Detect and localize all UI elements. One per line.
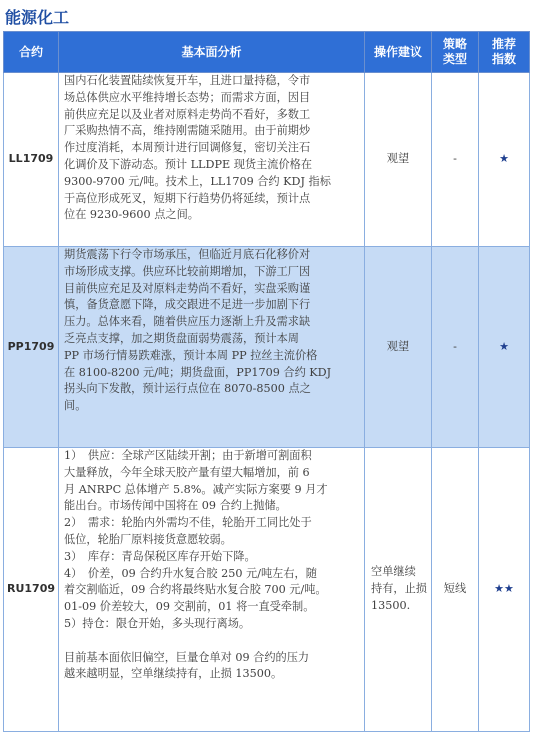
header-strategy-type: 策略 类型 xyxy=(432,32,479,73)
header-analysis: 基本面分析 xyxy=(59,32,365,73)
text-line: 01-09 价差较大，09 交割前，01 将一直受牵制。 xyxy=(64,600,315,614)
text-line: 大量释放，今年全球天胶产量有望大幅增加，前 6 xyxy=(64,465,310,479)
text-line: 空单继续 xyxy=(371,565,416,579)
text-line: 位在 9230-9600 点之间。 xyxy=(64,208,199,222)
text-line: 市场形成支撑。供应环比较前期增加，下游工厂因 xyxy=(64,264,311,278)
text-line: 9300-9700 元/吨。技术上，LL1709 合约 KDJ 指标 xyxy=(64,174,331,188)
text-line: 作过度消耗，本周预计进行回调修复，密切关注石 xyxy=(64,141,311,155)
text-line: 乏亮点支撑，加之期货盘面弱势震荡，预计本周 xyxy=(64,331,299,345)
rating-stars: ★★ xyxy=(479,448,530,732)
text-line: 2） 需求：轮胎内外需均不佳，轮胎开工同比处于 xyxy=(64,516,312,530)
contract-code: RU1709 xyxy=(4,448,59,732)
rating-stars: ★ xyxy=(479,247,530,448)
text-line: 厂采购热情不高，维持刚需随采随用。由于前期炒 xyxy=(64,124,311,138)
suggestion-cell xyxy=(365,448,432,732)
text-line: 越来越明显，空单继续持有，止损 13500。 xyxy=(64,667,283,681)
text-line: 在 8100-8200 元/吨；期货盘面，PP1709 合约 KDJ xyxy=(64,365,332,379)
text-line xyxy=(64,633,361,650)
text-line: 慎，备货意愿下降，成交跟进不足进一步加剧下行 xyxy=(64,298,311,312)
text-line: 月 ANRPC 总体增产 5.8%。减产实际方案要 9 月才 xyxy=(64,482,328,496)
analysis-cell xyxy=(59,247,365,448)
suggestion-cell: 观望 xyxy=(365,73,432,247)
text-line: 3） 库存：青岛保税区库存开始下降。 xyxy=(64,549,256,563)
header-contract: 合约 xyxy=(4,32,59,73)
text-line: 于高位形成死叉，短期下行趋势仍将延续，预计点 xyxy=(64,191,311,205)
table-row xyxy=(4,73,530,247)
text-line: 低位，轮胎厂原料接货意愿较弱。 xyxy=(64,532,232,546)
text-line: 5）持仓：限仓开始，多头现行离场。 xyxy=(64,616,251,630)
text-line: 国内石化装置陆续恢复开车，且进口量持稳，令市 xyxy=(64,74,311,87)
text-line: 前供应充足以及业者对原料走势尚不看好，多数工 xyxy=(64,107,311,121)
strategy-table xyxy=(3,31,530,732)
table-header-row xyxy=(4,32,530,73)
text-line: PP 市场行情易跌难涨，预计本周 PP 拉丝主流价格 xyxy=(64,348,318,362)
suggestion-cell: 观望 xyxy=(365,247,432,448)
table-row xyxy=(4,448,530,732)
text-line: 场总体供应水平维持增长态势；而需求方面，因目 xyxy=(64,90,311,104)
rating-stars: ★ xyxy=(479,73,530,247)
text-line: 压力。总体来看，随着供应压力逐渐上升及需求缺 xyxy=(64,315,311,329)
contract-code: PP1709 xyxy=(4,247,59,448)
page-title: 能源化工 xyxy=(5,8,70,27)
text-line: 1） 供应：全球产区陆续开割；由于新增可割面积 xyxy=(64,449,312,462)
header-suggestion: 操作建议 xyxy=(365,32,432,73)
text-line: 化调价及下游动态。预计 LLDPE 现货主流价格在 xyxy=(64,157,313,171)
strategy-type-cell: 短线 xyxy=(432,448,479,732)
text-line: 拐头向下发散，预计运行点位在 8070-8500 点之 xyxy=(64,382,311,396)
text-line: 期货震荡下行令市场承压，但临近月底石化移价对 xyxy=(64,248,311,261)
table-row xyxy=(4,247,530,448)
text-line: 持有，止损 xyxy=(371,582,427,596)
text-line: 着交割临近，09 合约将最终贴水复合胶 700 元/吨。 xyxy=(64,583,327,597)
analysis-cell xyxy=(59,73,365,247)
text-line: 13500. xyxy=(371,598,411,612)
strategy-type-cell: - xyxy=(432,73,479,247)
analysis-cell xyxy=(59,448,365,732)
text-line: 目前基本面依旧偏空，巨量仓单对 09 合约的压力 xyxy=(64,650,310,664)
text-line: 目前供应充足及对原料走势尚不看好，实盘采购谨 xyxy=(64,281,311,295)
text-line: 4） 价差，09 合约升水复合胶 250 元/吨左右，随 xyxy=(64,566,317,580)
text-line: 间。 xyxy=(64,399,87,413)
header-rating: 推荐 指数 xyxy=(479,32,530,73)
strategy-type-cell: - xyxy=(432,247,479,448)
contract-code: LL1709 xyxy=(4,73,59,247)
text-line: 能出台。市场传闻中国将在 09 合约上抛储。 xyxy=(64,499,287,513)
